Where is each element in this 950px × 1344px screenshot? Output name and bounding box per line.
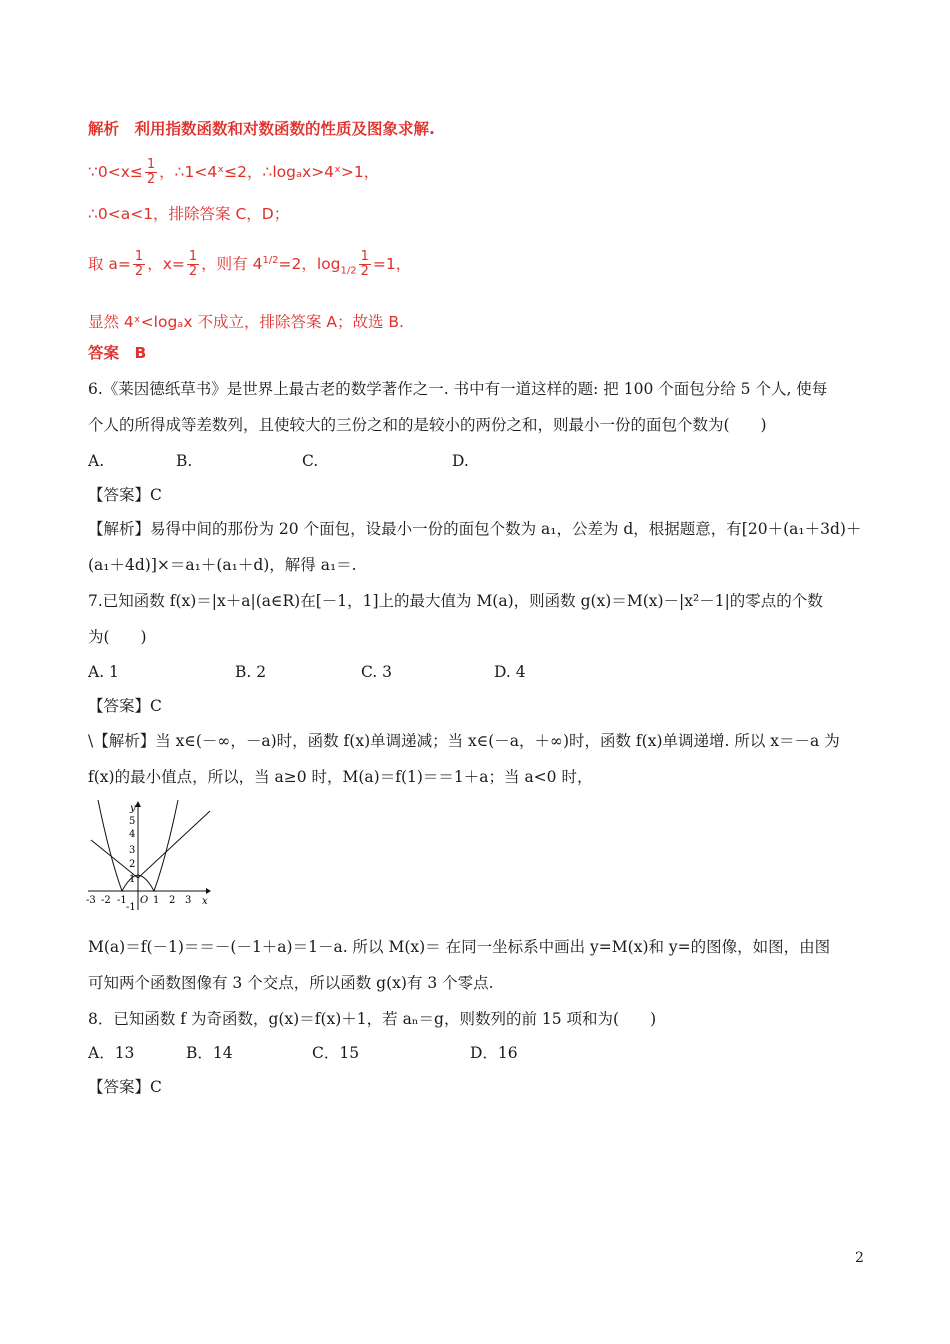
text: \【解析】当 x∈(－∞，－a)时，函数 f(x)单调递减；当 x∈(－a，＋∞)时，函数 f(x)单调递增. 所以 x＝－a 为 bbox=[88, 732, 840, 750]
fraction bbox=[187, 250, 199, 279]
fraction-numerator: 1 bbox=[134, 249, 144, 265]
text: 个人的所得成等差数列，且使较大的三份之和的是较小的两份之和，则最小一份的面包个数为( ) bbox=[88, 416, 767, 434]
m-function-curve bbox=[91, 811, 210, 878]
text: 7.已知函数 f(x)＝|x＋a|(a∈R)在[－1，1]上的最大值为 M(a)，则函数 g(x)＝M(x)－|x²－1|的零点的个数 bbox=[88, 592, 823, 610]
x-tick-label: -2 bbox=[101, 895, 111, 906]
fraction-denominator: 2 bbox=[134, 264, 144, 280]
function-graph bbox=[86, 798, 212, 914]
option-d: D. 4 bbox=[494, 663, 526, 681]
q7-analysis-line-4 bbox=[88, 972, 494, 994]
q7-stem-line-1 bbox=[88, 590, 823, 612]
answer-text: 【答案】C bbox=[88, 486, 162, 504]
q6-analysis-line-2 bbox=[88, 554, 357, 576]
red-text: ，则有 4 bbox=[201, 255, 263, 274]
text: 【解析】易得中间的那份为 20 个面包，设最小一份的面包个数为 a₁，公差为 d，根据题意，有[20＋(a₁＋3d)＋ bbox=[88, 520, 862, 538]
option-d: D. bbox=[452, 452, 469, 470]
y-tick-label: 4 bbox=[129, 829, 136, 840]
y-tick-label: 2 bbox=[129, 859, 136, 870]
red-text: ∵0<x≤ bbox=[88, 163, 143, 181]
q6-options bbox=[88, 450, 469, 472]
q7-analysis-line-2 bbox=[88, 766, 592, 788]
text: 为( ) bbox=[88, 628, 147, 646]
option-a: A．13 bbox=[88, 1044, 135, 1062]
fraction-numerator: 1 bbox=[146, 157, 156, 172]
q6-answer bbox=[88, 484, 162, 506]
fraction bbox=[145, 158, 157, 187]
red-analysis-line-4 bbox=[88, 250, 411, 282]
y-axis-arrow bbox=[135, 801, 141, 807]
origin-label: O bbox=[140, 895, 149, 906]
fraction-denominator: 2 bbox=[188, 264, 198, 280]
fraction-denominator: 2 bbox=[360, 264, 369, 280]
log-base: 1/2 bbox=[340, 265, 357, 277]
red-answer-line bbox=[88, 342, 146, 364]
q7-answer bbox=[88, 695, 162, 717]
option-b: B. bbox=[176, 452, 193, 470]
exponent: 1/2 bbox=[262, 255, 279, 266]
x-axis-arrow bbox=[206, 888, 211, 894]
option-a: A. 1 bbox=[88, 663, 119, 681]
y-tick-label: 1 bbox=[129, 874, 136, 885]
option-c: C. 3 bbox=[361, 663, 393, 681]
fraction bbox=[359, 250, 371, 279]
q6-stem-line-1 bbox=[88, 378, 827, 400]
x-axis-label: x bbox=[202, 896, 208, 907]
y-tick-label: -1 bbox=[126, 902, 136, 913]
fraction bbox=[133, 250, 145, 279]
q6-stem-line-2 bbox=[88, 414, 767, 436]
red-text: 显然 4ˣ<logₐx 不成立，排除答案 A；故选 B. bbox=[88, 313, 404, 331]
option-c: C. bbox=[302, 452, 319, 470]
option-a: A. bbox=[88, 452, 105, 470]
red-analysis-line-2 bbox=[88, 158, 379, 187]
option-b: B. 2 bbox=[235, 663, 267, 681]
y-axis-label: y bbox=[130, 803, 136, 814]
q8-answer bbox=[88, 1076, 162, 1098]
q7-analysis-line-3 bbox=[88, 936, 830, 958]
q8-stem bbox=[88, 1008, 656, 1030]
q7-stem-line-2 bbox=[88, 626, 147, 648]
text: (a₁＋4d)]×＝a₁＋(a₁＋d)，解得 a₁＝. bbox=[88, 556, 357, 574]
red-analysis-line-3 bbox=[88, 203, 289, 225]
red-text: ∴0<a<1，排除答案 C，D； bbox=[88, 205, 290, 223]
x-tick-label: -3 bbox=[86, 895, 96, 906]
fraction-denominator: 2 bbox=[146, 172, 156, 187]
text: M(a)＝f(－1)＝＝－(－1＋a)＝1－a. 所以 M(x)＝ 在同一坐标系中画出 y=M(x)和 y=的图像，如图，由图 bbox=[88, 938, 831, 956]
x-tick-label: 1 bbox=[153, 895, 160, 906]
answer-text: 【答案】C bbox=[88, 1078, 162, 1096]
text: 8．已知函数 f 为奇函数，g(x)＝f(x)＋1，若 aₙ＝g，则数列的前 15 项和为( ) bbox=[88, 1010, 657, 1028]
q7-options bbox=[88, 661, 526, 683]
q7-analysis-line-1 bbox=[88, 730, 840, 752]
option-d: D．16 bbox=[470, 1044, 518, 1062]
y-tick-label: 5 bbox=[129, 816, 136, 827]
red-analysis-text: 解析 利用指数函数和对数函数的性质及图象求解. bbox=[88, 120, 435, 138]
red-text: 取 a= bbox=[88, 255, 131, 274]
answer-text: 【答案】C bbox=[88, 697, 162, 715]
red-analysis-line-5 bbox=[88, 311, 404, 333]
x-tick-label: 3 bbox=[185, 895, 192, 906]
red-text: ，∴1<4ˣ≤2，∴logₐx>4ˣ>1， bbox=[159, 163, 380, 181]
x-tick-label: -1 bbox=[117, 895, 127, 906]
page-number: 2 bbox=[855, 1250, 864, 1266]
y-tick-label: 3 bbox=[129, 845, 136, 856]
text: 6.《莱因德纸草书》是世界上最古老的数学著作之一. 书中有一道这样的题: 把 100 个面包分给 5 个人, 使每 bbox=[88, 380, 828, 398]
red-analysis-line-1 bbox=[88, 118, 435, 140]
option-b: B．14 bbox=[186, 1044, 233, 1062]
text: f(x)的最小值点，所以，当 a≥0 时，M(a)＝f(1)＝＝1＋a；当 a<0 时， bbox=[88, 768, 593, 786]
fraction-numerator: 1 bbox=[188, 249, 198, 265]
option-c: C．15 bbox=[312, 1044, 360, 1062]
red-text: ，x= bbox=[147, 255, 185, 274]
text: 可知两个函数图像有 3 个交点，所以函数 g(x)有 3 个零点. bbox=[88, 974, 494, 992]
q6-analysis-line-1 bbox=[88, 518, 861, 540]
red-text: =1， bbox=[372, 255, 412, 274]
red-answer: 答案 B bbox=[88, 344, 147, 362]
q8-options bbox=[88, 1042, 518, 1064]
fraction-numerator: 1 bbox=[360, 249, 369, 265]
red-text: =2，log bbox=[278, 255, 341, 274]
x-tick-label: 2 bbox=[169, 895, 176, 906]
